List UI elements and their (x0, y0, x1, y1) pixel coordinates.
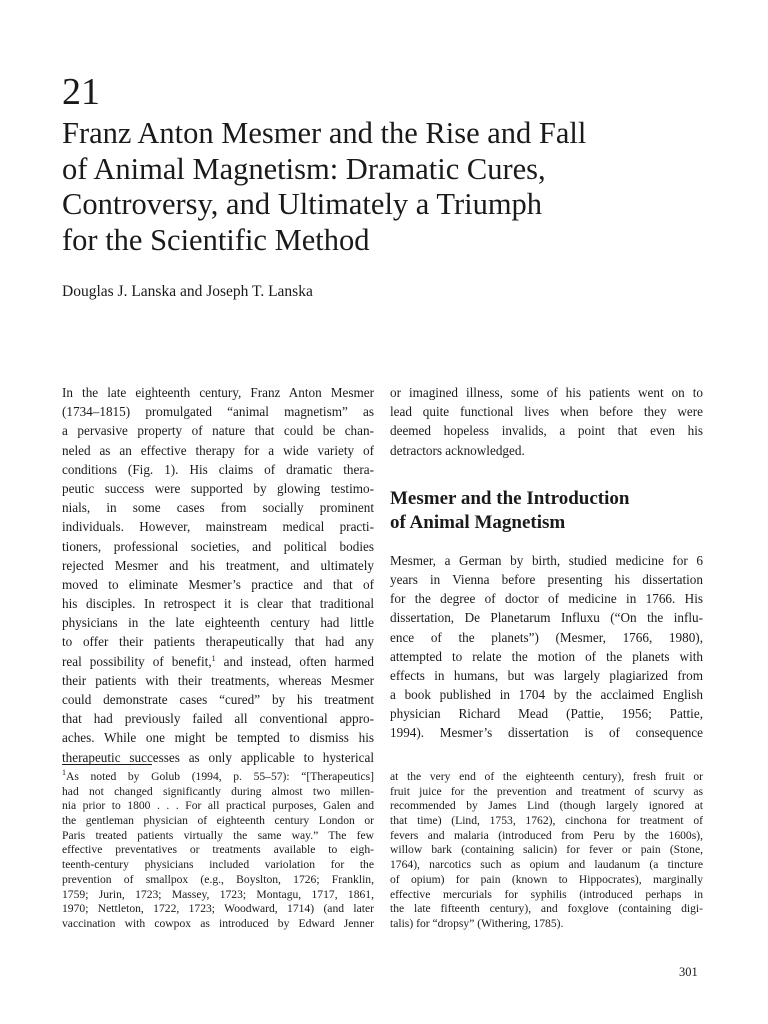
footnote-line: effective mercurials for syphilis (introduced perhaps in (390, 887, 703, 901)
footnote-line: fevers and malaria (introduced from Peru by the 1600s), (390, 828, 703, 842)
footnote-right (390, 770, 703, 932)
text-line: therapeutic successes as only applicable to hysterical (62, 749, 374, 765)
text-segment: real possibility of benefit, (62, 653, 212, 669)
text-line: for the degree of doctor of medicine in 1766. His (390, 591, 703, 607)
footnote-line: teenth-century physicians included variolation for the (62, 858, 374, 872)
text-segment: As noted by Golub (1994, p. 55–57): “[Therapeutics] (66, 770, 374, 783)
intro-paragraph (390, 383, 703, 460)
text-line: 1994). Mesmer’s dissertation is of consequence (390, 725, 703, 741)
section-heading (390, 487, 703, 535)
chapter-number: 21 (62, 71, 100, 113)
footnote-line: had not changed significantly during almost two millen- (62, 784, 374, 798)
text-line: dissertation, De Planetarum Influxu (“On the influ- (390, 610, 703, 626)
text-line: or imagined illness, some of his patients went on to (390, 385, 703, 400)
text-line: could demonstrate cases “cured” by his treatment (62, 692, 374, 707)
footnote-line: talis) for “dropsy” (Withering, 1785). (390, 916, 564, 930)
footnote-line: Paris treated patients virtually the same way.” The few (62, 828, 374, 842)
chapter-title (62, 116, 722, 258)
footnote-line: vaccination with cowpox as introduced by Edward Jenner (62, 916, 374, 930)
footnote-line: 1764), narcotics such as opium and laudanum (a tincture (390, 858, 703, 872)
body-column-right (390, 383, 703, 743)
footnote-line: recommended by James Lind (though largely ignored at (390, 799, 703, 813)
text-line: years in Vienna before presenting his dissertation (390, 571, 703, 587)
text-line: physician Richard Mead (Pattie, 1956; Pattie, (390, 706, 703, 722)
footnote-line (62, 770, 374, 785)
title-line: for the Scientific Method (62, 222, 370, 257)
text-line: to offer their patients therapeutically that had any (62, 634, 374, 650)
text-line: nials, in some cases from socially prominent (62, 500, 374, 516)
footnote-line: of opium) for pain (known to Hippocrates), marginally (390, 872, 703, 886)
text-line: effects in humans, but was largely plagiarized from (390, 667, 703, 683)
text-line: deemed hopeless invalids, a point that even his (390, 423, 703, 439)
text-line: peutic success were supported by glowing testimo- (62, 480, 374, 496)
text-line: Mesmer, a German by birth, studied medicine for 6 (390, 552, 703, 568)
footnote-line: effective preventatives or treatments available to eigh- (62, 843, 374, 857)
title-line: Controversy, and Ultimately a Triumph (62, 187, 543, 221)
text-line: lead quite functional lives when before they were (390, 404, 703, 420)
text-segment: and instead, often harmed (215, 653, 374, 669)
text-line: their patients with their treatments, whereas Mesmer (62, 672, 374, 688)
section-paragraph (390, 551, 703, 743)
footnote-marker: 1 (62, 768, 66, 777)
title-line: Franz Anton Mesmer and the Rise and Fall (62, 116, 587, 150)
footnote-left (62, 770, 374, 932)
text-line-with-footnote (62, 652, 374, 671)
footnote-line: the gentleman physician of eighteenth century London or (62, 814, 374, 828)
title-line: of Animal Magnetism: Dramatic Cures, (62, 151, 546, 186)
footnote-rule (62, 764, 152, 765)
footnote-line: fruit juice for the prevention and treatment of scurvy as (390, 784, 703, 798)
text-line: ence of the planets”) (Mesmer, 1766, 1980), (390, 629, 703, 645)
footnote-line: the late fifteenth century), and foxglove (containing digi- (390, 902, 703, 916)
text-line: (1734–1815) promulgated “animal magnetism” as (62, 404, 374, 420)
page-number: 301 (679, 965, 698, 979)
footnote-line: 1759; Jurin, 1723; Massey, 1723; Montagu, 1717, 1861, (62, 887, 374, 901)
text-line: a pervasive property of nature that could be chan- (62, 423, 374, 439)
text-line: aches. While one might be tempted to dismiss his (62, 730, 374, 746)
text-line: his disciples. In retrospect it is clear that traditional (62, 596, 374, 612)
footnote-line: willow bark (containing salicin) for fever or pain (Stone, (390, 843, 703, 857)
footnote-line: prevention of smallpox (e.g., Boyslton, 1726; Franklin, (62, 872, 374, 886)
text-line: In the late eighteenth century, Franz Anton Mesmer (62, 385, 374, 400)
text-line: neled as an effective therapy for a wide variety of (62, 442, 374, 458)
text-line: rejected Mesmer and his treatment, and ultimately (62, 557, 374, 573)
text-line: physicians in the late eighteenth century had little (62, 615, 374, 631)
footnote-line: that time) (Lind, 1753, 1762), cinchona for treatment of (390, 814, 703, 828)
text-line: a book published in 1704 by the acclaimed English (390, 687, 703, 703)
footnote-line: at the very end of the eighteenth century), fresh fruit or (390, 770, 703, 783)
footnote-reference[interactable]: 1 (211, 653, 216, 663)
footnote-line: 1970; Nettleton, 1722, 1723; Woodward, 1714) (and later (62, 902, 374, 916)
authors: Douglas J. Lanska and Joseph T. Lanska (62, 283, 313, 300)
text-line: detractors acknowledged. (390, 442, 525, 458)
text-line: attempted to relate the motion of the planets with (390, 648, 703, 664)
text-line: tioners, professional societies, and political bodies (62, 538, 374, 554)
text-line: conditions (Fig. 1). His claims of dramatic thera- (62, 461, 374, 477)
text-line: individuals. However, mainstream medical practi- (62, 519, 374, 535)
footnote-line: nia prior to 1800 . . . For all practical purposes, Galen and (62, 799, 374, 813)
heading-line: Mesmer and the Introduction (390, 487, 630, 509)
heading-line: of Animal Magnetism (390, 511, 566, 533)
text-line: that had previously failed all conventional appro- (62, 711, 374, 727)
text-line: moved to eliminate Mesmer’s practice and that of (62, 576, 374, 592)
body-column-left (62, 383, 374, 767)
